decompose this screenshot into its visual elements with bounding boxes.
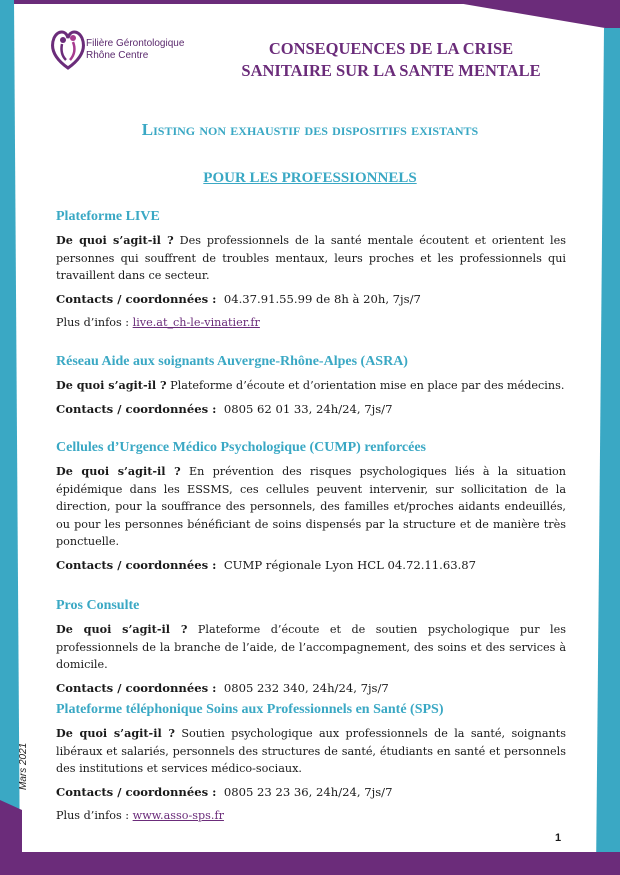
more-info-link[interactable]: www.asso-sps.fr bbox=[132, 808, 224, 822]
contacts-label: Contacts / coordonnées : bbox=[56, 680, 217, 695]
section-sps bbox=[56, 702, 566, 824]
contacts-value: 0805 62 01 33, 24h/24, 7js/7 bbox=[223, 401, 393, 416]
section-title: Plateforme LIVE bbox=[56, 209, 160, 224]
section-contacts bbox=[56, 680, 566, 697]
section-contacts bbox=[56, 291, 566, 308]
heart-figures-logo-icon bbox=[50, 24, 86, 74]
what-label: De quoi s’agit-il ? bbox=[56, 233, 174, 247]
contacts-label: Contacts / coordonnées : bbox=[56, 557, 217, 572]
contacts-label: Contacts / coordonnées : bbox=[56, 784, 217, 799]
description-text: Plateforme d’écoute et de soutien psychologique pur les professionnels de la branche de l’aide, de l’accompagnement, des soins et des services à domicile. bbox=[56, 623, 566, 671]
description-text: Des professionnels de la santé mentale écoutent et orientent les personnes qui souffrent de troubles mentaux, leurs proches et les professionnels qui travaillent dans ce secteur. bbox=[56, 234, 566, 282]
page-title-line-2: SANITAIRE SUR LA SANTE MENTALE bbox=[241, 61, 541, 80]
section-contacts bbox=[56, 401, 566, 418]
more-info-link[interactable]: live.at_ch-le-vinatier.fr bbox=[132, 315, 260, 329]
section-title: Plateforme téléphonique Soins aux Professionnels en Santé (SPS) bbox=[56, 702, 444, 717]
contacts-value: 0805 23 23 36, 24h/24, 7js/7 bbox=[223, 784, 393, 799]
description-text: En prévention des risques psychologiques liés à la situation épidémique dans les ESSMS, ces cellules peuvent intervenir, sur sollicitation de la direction, pour la souffrance des personnels, des familles et/proches aidants endeuillés, ou pour les personnes bénéficiant de soins dispensés par la structure et de manière très ponctuelle. bbox=[56, 465, 566, 548]
listing-title: Listing non exhaustif des dispositifs existants bbox=[141, 120, 479, 139]
footer-date: Mars 2021 bbox=[18, 742, 29, 790]
contacts-label: Contacts / coordonnées : bbox=[56, 291, 217, 306]
top-right-purple-corner bbox=[440, 0, 620, 28]
section-contacts bbox=[56, 557, 566, 574]
audience-title: POUR LES PROFESSIONNELS bbox=[203, 170, 417, 186]
what-label: De quoi s’agit-il ? bbox=[56, 726, 175, 740]
section-description bbox=[56, 725, 566, 778]
logo-line-2: Rhône Centre bbox=[86, 50, 149, 61]
contacts-value: 0805 232 340, 24h/24, 7js/7 bbox=[223, 680, 389, 695]
more-label: Plus d’infos : bbox=[56, 315, 130, 329]
section-title: Cellules d’Urgence Médico Psychologique (CUMP) renforcées bbox=[56, 440, 427, 455]
section-pros-consulte bbox=[56, 598, 566, 703]
right-teal-band bbox=[596, 28, 620, 875]
section-title: Réseau Aide aux soignants Auvergne-Rhône-Alpes (ASRA) bbox=[56, 354, 408, 369]
section-asra bbox=[56, 354, 566, 424]
page-title-line-1: CONSEQUENCES DE LA CRISE bbox=[268, 39, 514, 58]
section-contacts bbox=[56, 784, 566, 801]
section-more-info bbox=[56, 807, 566, 824]
section-description bbox=[56, 621, 566, 674]
logo-text bbox=[86, 38, 184, 62]
section-plateforme-live bbox=[56, 209, 566, 331]
contacts-label: Contacts / coordonnées : bbox=[56, 401, 217, 416]
section-description bbox=[56, 463, 566, 551]
section-title: Pros Consulte bbox=[56, 598, 140, 613]
what-label: De quoi s’agit-il ? bbox=[56, 464, 181, 478]
section-description bbox=[56, 377, 566, 395]
what-label: De quoi s’agit-il ? bbox=[56, 622, 188, 636]
contacts-value: CUMP régionale Lyon HCL 04.72.11.63.87 bbox=[223, 557, 477, 572]
more-label: Plus d’infos : bbox=[56, 808, 130, 822]
description-text: Soutien psychologique aux professionnels de la santé, soignants libéraux et salariés, personnels des structures de santé, étudiants en santé et personnels des institutions et services médico-sociaux. bbox=[56, 727, 566, 775]
what-label: De quoi s’agit-il ? bbox=[56, 378, 167, 392]
page-number: 1 bbox=[555, 832, 562, 844]
section-cump bbox=[56, 440, 566, 580]
description-text: Plateforme d’écoute et d’orientation mise en place par des médecins. bbox=[170, 379, 565, 392]
contacts-value: 04.37.91.55.99 de 8h à 20h, 7js/7 bbox=[223, 291, 421, 306]
section-description bbox=[56, 232, 566, 285]
bottom-purple-band bbox=[0, 852, 620, 875]
page-title bbox=[215, 38, 567, 82]
section-more-info bbox=[56, 314, 566, 331]
logo-line-1: Filière Gérontologique bbox=[86, 38, 185, 49]
